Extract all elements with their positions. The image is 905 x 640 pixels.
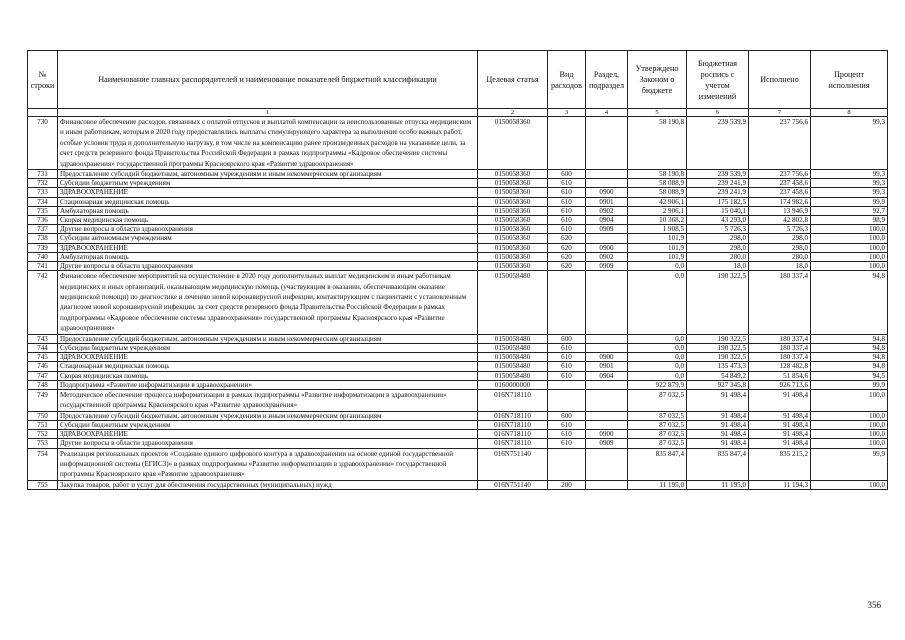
percent-cell: 94,8	[811, 362, 888, 371]
table-row	[28, 334, 888, 343]
budget-report-page	[27, 50, 887, 490]
row-number-cell: 735	[28, 206, 58, 215]
row-number-cell: 730	[28, 117, 58, 170]
approved-cell: 11 195,0	[628, 480, 687, 489]
percent-cell: 100,0	[811, 411, 888, 420]
executed-cell: 128 482,8	[749, 362, 811, 371]
budget-list-cell: 91 498,4	[687, 411, 749, 420]
section-cell: 0900	[586, 430, 628, 439]
percent-cell: 99,3	[811, 188, 888, 197]
name-cell: Субсидии бюджетным учреждениям	[58, 343, 478, 352]
percent-cell: 100,0	[811, 480, 888, 489]
name-cell: Закупка товаров, работ и услуг для обеспечения государственных (муниципальных) нужд	[58, 480, 478, 489]
target-article-cell: 016N718110	[478, 439, 548, 448]
name-cell: ЗДРАВООХРАНЕНИЕ	[58, 353, 478, 362]
table-row	[28, 430, 888, 439]
approved-cell: 2 906,1	[628, 206, 687, 215]
approved-cell: 58 088,9	[628, 179, 687, 188]
executed-cell: 180 337,4	[749, 271, 811, 334]
name-cell: Предоставление субсидий бюджетным, автономным учреждениям и иным некоммерческим организациям	[58, 170, 478, 179]
name-cell: Другие вопросы в области здравоохранения	[58, 225, 478, 234]
percent-cell: 100,0	[811, 430, 888, 439]
table-row	[28, 420, 888, 429]
expense-type-cell: 620	[548, 243, 586, 252]
row-number-cell: 754	[28, 448, 58, 480]
name-cell: Предоставление субсидий бюджетным, автономным учреждениям и иным некоммерческим организациям	[58, 334, 478, 343]
target-article-cell: 0150058480	[478, 362, 548, 371]
name-cell: Предоставление субсидий бюджетным, автономным учреждениям и иным некоммерческим организациям	[58, 411, 478, 420]
row-number-cell: 753	[28, 439, 58, 448]
section-cell	[586, 420, 628, 429]
column-number: 8	[811, 109, 888, 117]
table-row	[28, 371, 888, 380]
table-row	[28, 362, 888, 371]
percent-cell: 100,0	[811, 420, 888, 429]
approved-cell: 101,9	[628, 252, 687, 261]
name-cell: Стационарная медицинская помощь	[58, 197, 478, 206]
expense-type-cell: 610	[548, 188, 586, 197]
executed-cell: 835 215,2	[749, 448, 811, 480]
percent-cell: 99,9	[811, 380, 888, 389]
percent-cell: 98,9	[811, 216, 888, 225]
percent-cell: 92,7	[811, 206, 888, 215]
row-number-cell: 744	[28, 343, 58, 352]
executed-cell: 42 802,8	[749, 216, 811, 225]
section-cell	[586, 271, 628, 334]
approved-cell: 0,0	[628, 262, 687, 271]
row-number-cell: 737	[28, 225, 58, 234]
section-cell	[586, 117, 628, 170]
section-cell: 0904	[586, 371, 628, 380]
expense-type-cell: 610	[548, 371, 586, 380]
name-cell: Амбулаторная помощь	[58, 252, 478, 261]
target-article-cell: 0150058360	[478, 117, 548, 170]
name-cell: Методическое обеспечение процесса информатизации в рамках подпрограммы «Развитие информатизации в здравоохранении» государственной программы Красноярского края «Развитие здравоохранения»	[58, 389, 478, 411]
name-cell: Финансовое обеспечение расходов, связанных с оплатой отпусков и выплатой компенсации за неиспользованные отпуска медицинским и иным работникам, которым в 2020 году предоставлялись выплаты стимулирующего характера за выполнение особо важных работ, особые условия труда и дополнительную нагрузку, в том числе на компенсацию ранее произведенных расходов на указанные цели, за счет средств резервного фонда Правительства Российской Федерации в рамках подпрограммы «Кадровое обеспечение системы здравоохранения» государственной программы Красноярского края «Развитие здравоохранения»	[58, 117, 478, 170]
table-row	[28, 216, 888, 225]
table-row	[28, 480, 888, 489]
table-body	[28, 117, 888, 490]
name-cell: Финансовое обеспечение мероприятий на осуществление в 2020 году дополнительных выплат медицинским и иным работникам медицинских и иных организаций, оказывающим медицинскую помощь (участвующим в оказании, обеспечивающим оказание медицинской помощи) по диагностике и лечению новой коронавирусной инфекции, контактирующим с пациентами с установленным диагнозом новой коронавирусной инфекции, за счет средств резервного фонда Правительства Российской Федерации в рамках подпрограммы «Кадровое обеспечение системы здравоохранения» государственной программы Красноярского края «Развитие здравоохранения»	[58, 271, 478, 334]
expense-type-cell: 610	[548, 353, 586, 362]
name-cell: Другие вопросы в области здравоохранения	[58, 439, 478, 448]
table-row	[28, 206, 888, 215]
target-article-cell: 016N718110	[478, 411, 548, 420]
budget-list-cell: 927 345,8	[687, 380, 749, 389]
table-row	[28, 448, 888, 480]
executed-cell: 51 854,6	[749, 371, 811, 380]
expense-type-cell: 610	[548, 362, 586, 371]
header-expense-type: Вид расходов	[548, 51, 586, 109]
column-number: 1	[58, 109, 478, 117]
approved-cell: 10 368,2	[628, 216, 687, 225]
target-article-cell: 016N718110	[478, 389, 548, 411]
section-cell: 0902	[586, 206, 628, 215]
percent-cell: 99,3	[811, 170, 888, 179]
header-approved: Утверждено Законом о бюджете	[628, 51, 687, 109]
table-row	[28, 197, 888, 206]
executed-cell: 926 713,6	[749, 380, 811, 389]
expense-type-cell: 610	[548, 420, 586, 429]
target-article-cell: 0150058360	[478, 170, 548, 179]
section-cell	[586, 389, 628, 411]
budget-list-cell: 239 539,9	[687, 117, 749, 170]
executed-cell: 298,0	[749, 234, 811, 243]
approved-cell: 58 190,8	[628, 170, 687, 179]
executed-cell: 91 498,4	[749, 430, 811, 439]
name-cell: Субсидии бюджетным учреждениям	[58, 420, 478, 429]
target-article-cell: 0150058360	[478, 206, 548, 215]
expense-type-cell	[548, 271, 586, 334]
approved-cell: 87 032,5	[628, 389, 687, 411]
section-cell: 0909	[586, 439, 628, 448]
section-cell: 0902	[586, 252, 628, 261]
table-row	[28, 343, 888, 352]
budget-list-cell: 280,0	[687, 252, 749, 261]
percent-cell: 94,8	[811, 271, 888, 334]
header-executed: Исполнено	[749, 51, 811, 109]
expense-type-cell: 620	[548, 234, 586, 243]
header-name: Наименование главных распорядителей и наименование показателей бюджетной классификации	[58, 51, 478, 109]
budget-execution-table	[27, 50, 888, 490]
approved-cell: 0,0	[628, 343, 687, 352]
executed-cell: 91 498,4	[749, 389, 811, 411]
column-number: 5	[628, 109, 687, 117]
budget-list-cell: 43 293,0	[687, 216, 749, 225]
target-article-cell: 016N751140	[478, 480, 548, 489]
approved-cell: 0,0	[628, 334, 687, 343]
executed-cell: 91 498,4	[749, 439, 811, 448]
table-row	[28, 353, 888, 362]
section-cell	[586, 170, 628, 179]
row-number-cell: 736	[28, 216, 58, 225]
executed-cell: 5 726,3	[749, 225, 811, 234]
name-cell: ЗДРАВООХРАНЕНИЕ	[58, 188, 478, 197]
column-number-row	[28, 109, 888, 117]
approved-cell: 0,0	[628, 362, 687, 371]
executed-cell: 237 756,6	[749, 117, 811, 170]
budget-list-cell: 239 241,9	[687, 188, 749, 197]
column-number: 3	[548, 109, 586, 117]
percent-cell: 100,0	[811, 234, 888, 243]
executed-cell: 180 337,4	[749, 334, 811, 343]
expense-type-cell: 610	[548, 430, 586, 439]
approved-cell: 42 906,1	[628, 197, 687, 206]
header-percent: Процент исполнения	[811, 51, 888, 109]
table-row	[28, 243, 888, 252]
table-row	[28, 411, 888, 420]
approved-cell: 87 032,5	[628, 420, 687, 429]
expense-type-cell: 600	[548, 411, 586, 420]
executed-cell: 237 756,6	[749, 170, 811, 179]
executed-cell: 91 498,4	[749, 420, 811, 429]
table-row	[28, 389, 888, 411]
budget-list-cell: 298,0	[687, 243, 749, 252]
row-number-cell: 739	[28, 243, 58, 252]
percent-cell: 99,3	[811, 117, 888, 170]
executed-cell: 13 946,9	[749, 206, 811, 215]
section-cell: 0901	[586, 197, 628, 206]
section-cell: 0909	[586, 225, 628, 234]
target-article-cell: 0150058360	[478, 179, 548, 188]
executed-cell: 91 498,4	[749, 411, 811, 420]
expense-type-cell: 610	[548, 439, 586, 448]
table-row	[28, 271, 888, 334]
approved-cell: 835 847,4	[628, 448, 687, 480]
name-cell: Другие вопросы в области здравоохранения	[58, 262, 478, 271]
section-cell	[586, 179, 628, 188]
expense-type-cell	[548, 389, 586, 411]
percent-cell: 94,8	[811, 334, 888, 343]
row-number-cell: 745	[28, 353, 58, 362]
section-cell: 0900	[586, 243, 628, 252]
target-article-cell: 0160000000	[478, 380, 548, 389]
approved-cell: 101,9	[628, 243, 687, 252]
budget-list-cell: 190 322,5	[687, 334, 749, 343]
table-row	[28, 252, 888, 261]
expense-type-cell	[548, 380, 586, 389]
expense-type-cell: 600	[548, 334, 586, 343]
expense-type-cell: 610	[548, 179, 586, 188]
budget-list-cell: 18,0	[687, 262, 749, 271]
table-row	[28, 439, 888, 448]
target-article-cell: 0150058360	[478, 234, 548, 243]
budget-list-cell: 190 322,5	[687, 343, 749, 352]
budget-list-cell: 91 498,4	[687, 430, 749, 439]
section-cell	[586, 480, 628, 489]
header-section: Раздел, подраздел	[586, 51, 628, 109]
expense-type-cell: 620	[548, 262, 586, 271]
section-cell	[586, 380, 628, 389]
approved-cell: 87 032,5	[628, 430, 687, 439]
section-cell	[586, 334, 628, 343]
percent-cell: 100,0	[811, 243, 888, 252]
executed-cell: 298,0	[749, 243, 811, 252]
expense-type-cell: 600	[548, 170, 586, 179]
percent-cell: 100,0	[811, 262, 888, 271]
row-number-cell: 752	[28, 430, 58, 439]
section-cell: 0900	[586, 188, 628, 197]
section-cell: 0900	[586, 353, 628, 362]
budget-list-cell: 190 322,5	[687, 353, 749, 362]
section-cell	[586, 411, 628, 420]
approved-cell: 58 190,8	[628, 117, 687, 170]
row-number-cell: 748	[28, 380, 58, 389]
budget-list-cell: 190 322,5	[687, 271, 749, 334]
target-article-cell: 0150058360	[478, 243, 548, 252]
name-cell: Подпрограмма «Развитие информатизации в здравоохранении»	[58, 380, 478, 389]
section-cell: 0901	[586, 362, 628, 371]
budget-list-cell: 5 726,3	[687, 225, 749, 234]
expense-type-cell: 610	[548, 216, 586, 225]
section-cell	[586, 234, 628, 243]
expense-type-cell	[548, 117, 586, 170]
target-article-cell: 0150058480	[478, 334, 548, 343]
target-article-cell: 016N718110	[478, 430, 548, 439]
header-budget-list: Бюджетная роспись с учетом изменений	[687, 51, 749, 109]
budget-list-cell: 91 498,4	[687, 420, 749, 429]
percent-cell: 100,0	[811, 252, 888, 261]
name-cell: Амбулаторная помощь	[58, 206, 478, 215]
executed-cell: 280,0	[749, 252, 811, 261]
row-number-cell: 742	[28, 271, 58, 334]
table-row	[28, 170, 888, 179]
target-article-cell: 0150058360	[478, 188, 548, 197]
executed-cell: 174 982,6	[749, 197, 811, 206]
target-article-cell: 0150058360	[478, 225, 548, 234]
row-number-cell: 755	[28, 480, 58, 489]
row-number-cell: 747	[28, 371, 58, 380]
name-cell: ЗДРАВООХРАНЕНИЕ	[58, 243, 478, 252]
expense-type-cell: 620	[548, 252, 586, 261]
column-number: 7	[749, 109, 811, 117]
target-article-cell: 0150058360	[478, 262, 548, 271]
expense-type-cell: 610	[548, 197, 586, 206]
row-number-cell: 749	[28, 389, 58, 411]
column-number: 2	[478, 109, 548, 117]
percent-cell: 99,9	[811, 448, 888, 480]
name-cell: Субсидии бюджетным учреждениям	[58, 179, 478, 188]
row-number-cell: 734	[28, 197, 58, 206]
expense-type-cell: 610	[548, 206, 586, 215]
table-header-row	[28, 51, 888, 109]
section-cell: 0909	[586, 262, 628, 271]
budget-list-cell: 835 847,4	[687, 448, 749, 480]
page-number: 356	[867, 600, 881, 610]
expense-type-cell: 200	[548, 480, 586, 489]
table-row	[28, 225, 888, 234]
approved-cell: 922 879,9	[628, 380, 687, 389]
name-cell: ЗДРАВООХРАНЕНИЕ	[58, 430, 478, 439]
percent-cell: 94,5	[811, 371, 888, 380]
header-target-article: Целевая статья	[478, 51, 548, 109]
budget-list-cell: 91 498,4	[687, 439, 749, 448]
budget-list-cell: 11 195,0	[687, 480, 749, 489]
executed-cell: 180 337,4	[749, 353, 811, 362]
executed-cell: 11 194,3	[749, 480, 811, 489]
approved-cell: 1 908,5	[628, 225, 687, 234]
expense-type-cell: 610	[548, 225, 586, 234]
budget-list-cell: 239 241,9	[687, 179, 749, 188]
target-article-cell: 0150058360	[478, 216, 548, 225]
table-row	[28, 117, 888, 170]
budget-list-cell: 54 849,2	[687, 371, 749, 380]
target-article-cell: 016N751140	[478, 448, 548, 480]
row-number-cell: 733	[28, 188, 58, 197]
row-number-cell: 746	[28, 362, 58, 371]
approved-cell: 101,9	[628, 234, 687, 243]
row-number-cell: 750	[28, 411, 58, 420]
name-cell: Скорая медицинская помощь	[58, 216, 478, 225]
name-cell: Реализация региональных проектов «Создание единого цифрового контура в здравоохранении на основе единой государственной информационной системы (ЕГИСЗ)» в рамках подпрограммы «Развитие информатизации в здравоохранении» государственной программы Красноярского края «Развитие здравоохранения»	[58, 448, 478, 480]
name-cell: Скорая медицинская помощь	[58, 371, 478, 380]
table-row	[28, 380, 888, 389]
approved-cell: 0,0	[628, 353, 687, 362]
table-row	[28, 262, 888, 271]
header-row-number: № строки	[28, 51, 58, 109]
row-number-cell: 732	[28, 179, 58, 188]
approved-cell: 0,0	[628, 371, 687, 380]
name-cell: Стационарная медицинская помощь	[58, 362, 478, 371]
row-number-cell: 743	[28, 334, 58, 343]
column-number: 6	[687, 109, 749, 117]
executed-cell: 18,0	[749, 262, 811, 271]
target-article-cell: 0150058480	[478, 371, 548, 380]
target-article-cell: 0150058360	[478, 252, 548, 261]
approved-cell: 87 032,5	[628, 411, 687, 420]
row-number-cell: 741	[28, 262, 58, 271]
target-article-cell: 0150058360	[478, 197, 548, 206]
budget-list-cell: 175 182,5	[687, 197, 749, 206]
percent-cell: 99,9	[811, 197, 888, 206]
budget-list-cell: 239 539,9	[687, 170, 749, 179]
approved-cell: 0,0	[628, 271, 687, 334]
executed-cell: 237 458,6	[749, 188, 811, 197]
percent-cell: 100,0	[811, 439, 888, 448]
percent-cell: 100,0	[811, 225, 888, 234]
budget-list-cell: 298,0	[687, 234, 749, 243]
row-number-cell: 738	[28, 234, 58, 243]
target-article-cell: 0150058480	[478, 343, 548, 352]
table-row	[28, 234, 888, 243]
target-article-cell: 0150058480	[478, 271, 548, 334]
expense-type-cell	[548, 448, 586, 480]
target-article-cell: 016N718110	[478, 420, 548, 429]
expense-type-cell: 610	[548, 343, 586, 352]
executed-cell: 180 337,4	[749, 343, 811, 352]
row-number-cell: 731	[28, 170, 58, 179]
approved-cell: 87 032,5	[628, 439, 687, 448]
column-number: 4	[586, 109, 628, 117]
percent-cell: 94,8	[811, 343, 888, 352]
table-row	[28, 179, 888, 188]
executed-cell: 237 458,6	[749, 179, 811, 188]
column-number	[28, 109, 58, 117]
name-cell: Субсидии автономным учреждениям	[58, 234, 478, 243]
percent-cell: 94,8	[811, 353, 888, 362]
target-article-cell: 0150058480	[478, 353, 548, 362]
section-cell	[586, 448, 628, 480]
budget-list-cell: 15 040,1	[687, 206, 749, 215]
section-cell	[586, 343, 628, 352]
percent-cell: 100,0	[811, 389, 888, 411]
section-cell: 0904	[586, 216, 628, 225]
budget-list-cell: 91 498,4	[687, 389, 749, 411]
percent-cell: 99,3	[811, 179, 888, 188]
row-number-cell: 751	[28, 420, 58, 429]
approved-cell: 58 088,9	[628, 188, 687, 197]
row-number-cell: 740	[28, 252, 58, 261]
budget-list-cell: 135 473,3	[687, 362, 749, 371]
table-row	[28, 188, 888, 197]
